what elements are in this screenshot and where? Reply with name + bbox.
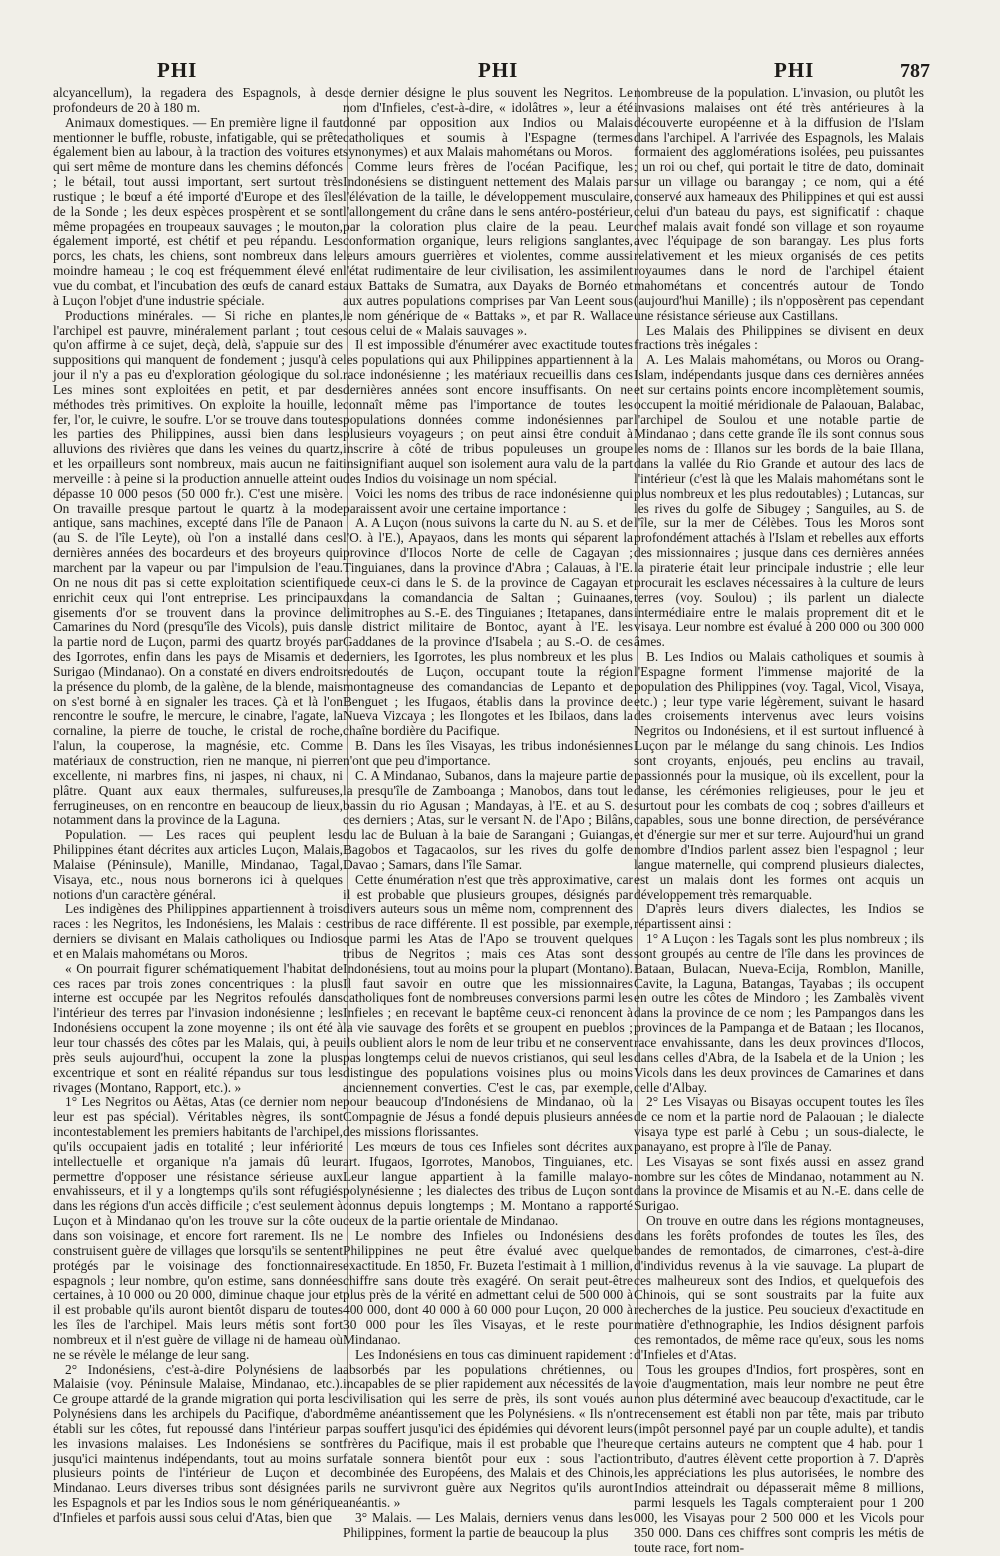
paragraph: On trouve en outre dans les régions montagneuses, dans les forêts profondes de toutes les îles, des bandes de remontados, de cimarrones, c'est-à-dire d'individus revenus à la vie sauvage. La plupart de ces malheureux sont des Indios, et quelquefois des Chinois, qui se sont soustraits par la fuite aux recherches de la justice. Peu soucieux d'exactitude en matière d'ethnographie, les Indios désignent parfois ces remontados, de même race qu'eux, sous les noms d'Infieles et d'Atas.: [634, 1213, 924, 1362]
paragraph: A. A Luçon (nous suivons la carte du N. au S. et de l'O. à l'E.), Apayaos, dans les monts qui séparent la province d'Ilocos Norte de celle de Cagayan ; Tinguianes, dans la province d'Abra ; Calauas, à l'E. de ceux-ci dans le S. de la province de Cagayan et dans la comandancia de Saltan ; Guinaanes, limitrophes au S.-E. des Tinguianes ; Itetapanes, dans le district militaire de Bontoc, ayant à l'E. les Gaddanes de la province d'Isabela ; au S.-O. de ces derniers, les Igorrotes, les plus nombreux et les plus redoutés de Luçon, occupant toute la région montagneuse des comandancias de Lepanto et de Benguet ; les Ifugaos, établis dans la province de Nueva Vizcaya ; les Ilongotes et les Ibilaos, dans la chaîne bordière du Pacifique.: [343, 515, 633, 739]
paragraph: Le nombre des Infieles ou Indonésiens des Philippines ne peut être évalué avec quelque exactitude. En 1850, Fr. Buzeta l'estimait à 1 million, chiffre sans doute très exagéré. On serait peut-être plus près de la vérité en admettant celui de 500 000 à 400 000, dont 40 000 à 60 000 pour Luçon, 20 000 à 30 000 pour les îles Visayas, et le reste pour Mindanao.: [343, 1227, 633, 1347]
paragraph: Les indigènes des Philippines appartiennent à trois races : les Negritos, les Indonésiens, les Malais : ces derniers se divisant en Malais catholiques ou Indios et en Malais mahométans ou Moros.: [53, 901, 343, 961]
paragraph: Les Malais des Philippines se divisent en deux fractions très inégales :: [634, 322, 924, 353]
header-right-word: PHI: [774, 58, 815, 82]
paragraph: 2° Indonésiens, c'est-à-dire Polynésiens de la Malaisie (voy. Péninsule Malaise, Mindanao, etc.). Ce groupe attardé de la grande migration qui porta les Polynésiens dans les archipels du Pacifique, d'abord établi sur les côtes, fut repoussé dans l'intérieur par les invasions malaises. Les Indonésiens se sont jusqu'ici maintenus indépendants, tout au moins sur plusieurs points de l'intérieur de Luçon et de Mindanao. Leurs diverses tribus sont désignées par les Espagnols et par les Indios sous le nom générique d'Infieles et parfois aussi sous celui d'Atas, bien que: [53, 1361, 343, 1525]
paragraph: « On pourrait figurer schématiquement l'habitat de ces races par trois zones concentriques : la plus interne est occupée par les Negritos refoulés dans l'intérieur des terres par l'invasion indonésienne ; les Indonésiens occupent la zone moyenne ; ils ont été à leur tour chassés des côtes par les Malais, qui, à peu près seuls aujourd'hui, occupent la zone la plus excentrique et sont en réalité répandus sur tous les rivages (Montano, Rapport, etc.). »: [53, 960, 343, 1095]
running-header: [0, 58, 1000, 88]
paragraph: 1° Les Negritos ou Aëtas, Atas (ce dernier nom ne leur est pas spécial). Véritables nègres, ils sont incontestablement les premiers habitants de l'archipel, qu'ils occupaient jadis en totalité ; leur infériorité intellectuelle et organique n'a jamais dû leur permettre d'opposer une résistance sérieuse aux envahisseurs, et il y a longtemps qu'ils sont réfugiés dans les régions d'un accès difficile ; c'est seulement à Luçon et à Mindanao qu'on les trouve sur la côte ou dans son voisinage, et encore fort rarement. Ils ne construisent guère de villages que lorsqu'ils se sentent protégés par le voisinage des fonctionnaires espagnols ; leur nombre, qu'on estime, sans données certaines, à 10 000 ou 20 000, diminue chaque jour et il est probable qu'ils auront bientôt disparu de toutes les îles de l'archipel. Mais leurs métis sont fort nombreux et il n'est guère de village ni de hameau où ne se révèle le mélange de leur sang.: [53, 1094, 343, 1362]
paragraph: Les Visayas se sont fixés aussi en assez grand nombre sur les côtes de Mindanao, notamment au N. dans la province de Misamis et au N.-E. dans celle de Surigao.: [634, 1153, 924, 1214]
header-left-word: PHI: [157, 58, 198, 82]
text-column-3: [634, 85, 924, 1555]
paragraph: D'après leurs divers dialectes, les Indios se répartissent ainsi :: [634, 901, 924, 932]
paragraph: 1° A Luçon : les Tagals sont les plus nombreux ; ils sont groupés au centre de l'île dans les provinces de Bataan, Bulacan, Nueva-Ecija, Romblon, Manille, Cavite, la Laguna, Batangas, Tayabas ; ils occupent en outre les côtes de Mindoro ; les Zambalès vivent dans la province de ce nom ; les Pampangos dans les provinces de la Pampanga et de Bataan ; les Ilocanos, race envahissante, dans les deux provinces d'Ilocos, dans celles d'Abra, de la Isabela et de la Union ; les Vicols dans les deux provinces de Camarines et dans celle d'Albay.: [634, 931, 924, 1095]
text-column-2: [343, 85, 633, 1540]
paragraph: B. Les Indios ou Malais catholiques et soumis à l'Espagne forment l'immense majorité de la population des Philippines (voy. Tagal, Vicol, Visaya, etc.) ; leur type varie légèrement, suivant le hasard des croisements intervenus avec leurs voisins Negritos ou Indonésiens, et il est surtout influencé à Luçon par le mélange du sang chinois. Les Indios sont croyants, enjoués, peu enclins au travail, passionnés pour la musique, où ils excellent, pour la danse, les cérémonies religieuses, pour le jeu et surtout pour les combats de coq ; sobres d'ailleurs et capables, sous une bonne direction, de persévérance et d'énergie sur mer et sur terre. Aujourd'hui un grand nombre d'Indios parlent assez bien l'espagnol ; leur langue maternelle, qui comprend plusieurs dialectes, est un malais dont les formes ont acquis un développement très remarquable.: [634, 649, 924, 902]
paragraph: Animaux domestiques. — En première ligne il faut mentionner le buffle, robuste, infatigable, qui se prête également bien au labour, à la traction des voitures et qui sert même de monture dans les chemins défoncés ; le bétail, tout aussi important, sert surtout très rustique ; le bœuf a été importé d'Europe et des îles de la Sonde ; les deux espèces prospèrent et se sont même propagées en troupeaux sauvages ; le mouton, également importé, est chétif et peu répandu. Les porcs, les chats, les chiens, sont nombreux dans le moindre hameau ; le coq est fréquemment élevé en vue du combat, et l'incubation des œufs de canard est à Luçon l'objet d'une industrie spéciale.: [53, 114, 343, 308]
paragraph: Voici les noms des tribus de race indonésienne qui paraissent avoir une certaine importance :: [343, 485, 633, 516]
paragraph: ce dernier désigne le plus souvent les Negritos. Le nom d'Infieles, c'est-à-dire, « idolâtres », leur a été donné par opposition aux Indios ou Malais catholiques et soumis à l'Espagne (termes synonymes) et aux Malais mahométans ou Moros.: [343, 85, 633, 160]
paragraph: Tous les groupes d'Indios, fort prospères, sont en voie d'augmentation, mais leur nombre ne peut être non plus déterminé avec beaucoup d'exactitude, car le recensement est établi non par tête, mais par tributo (impôt personnel payé par un couple adulte), et tandis que certains auteurs ne comptent que 4 hab. pour 1 tributo, d'autres élèvent cette proportion à 7. D'après les appréciations les plus autorisées, le nombre des Indios atteindrait ou dépasserait même 8 millions, parmi lesquels les Tagals compteraient pour 1 200 000, les Visayas pour 2 500 000 et les Vicols pour 350 000. Dans ces chiffres sont compris les métis de toute race, fort nom-: [634, 1361, 924, 1555]
paragraph: 2° Les Visayas ou Bisayas occupent toutes les îles de ce nom et la partie nord de Palaouan ; le dialecte visaya type est parlé à Cebu ; un sous-dialecte, le panayano, est propre à l'île de Panay.: [634, 1094, 924, 1154]
text-column-1: [53, 85, 343, 1525]
page-number: 787: [900, 60, 930, 82]
paragraph: C. A Mindanao, Subanos, dans la majeure partie de la presqu'île de Zamboanga ; Manobos, dans tout le bassin du rio Agusan ; Mandayas, à l'E. et au S. de ces derniers ; Atas, sur le versant N. de l'Apo ; Bilâns, du lac de Buluan à la baie de Sarangani ; Guiangas, Bagobos et Tagacaolos, sur les rives du golfe de Davao ; Samars, dans l'île Samar.: [343, 767, 633, 872]
header-center-word: PHI: [478, 58, 519, 82]
paragraph: Comme leurs frères de l'océan Pacifique, les Indonésiens se distinguent nettement des Malais par l'élévation de la taille, le développement musculaire, l'allongement du crâne dans le sens antéro-postérieur, par la coloration plus claire de la peau. Leur conformation organique, leurs religions sanglantes, leurs amours guerrières et violentes, comme aussi l'état rudimentaire de leur civilisation, les assimilent aux Battaks de Sumatra, aux Dayaks de Bornéo et aux autres populations comprises par Van Leent sous le nom générique de « Battaks », et par R. Wallace sous celui de « Malais sauvages ».: [343, 159, 633, 338]
paragraph: 3° Malais. — Les Malais, derniers venus dans les Philippines, forment la partie de beaucoup la plus: [343, 1510, 633, 1540]
paragraph: A. Les Malais mahométans, ou Moros ou Orang-Islam, indépendants jusque dans ces dernières années et sur certains points encore incomplètement soumis, occupent la moitié méridionale de Palaouan, Balabac, l'archipel de Soulou et une notable partie de Mindanao ; dans cette grande île ils sont connus sous les noms de : Illanos sur les bords de la baie Illana, dans la vallée du Rio Grande et autour des lacs de l'intérieur (c'est là que les Malais mahométans sont le plus nombreux et les plus redoutables) ; Lutancas, sur les rives du golfe de Sibugey ; Sanguiles, au S. de l'île, sur la mer de Célèbes. Tous les Moros sont profondément attachés à l'Islam et rebelles aux efforts des missionnaires ; jusque dans ces dernières années la piraterie était leur principale industrie ; elle leur procurait les esclaves nécessaires à la culture de leurs terres (voy. Soulou) ; ils parlent un dialecte intermédiaire entre le malais proprement dit et le visaya. Leur nombre est évalué à 200 000 ou 300 000 âmes.: [634, 352, 924, 650]
paragraph: Il est impossible d'énumérer avec exactitude toutes les populations qui aux Philippines appartiennent à la race indonésienne ; les matériaux recueillis dans ces dernières années sont encore insuffisants. On ne connaît même pas l'importance de toutes les populations données comme indonésiennes par plusieurs voyageurs ; on peut ainsi être conduit à inscrire à côté de tribus populeuses un groupe insignifiant auquel son isolement aura valu de la part des Indios du voisinage un nom spécial.: [343, 337, 633, 486]
paragraph: Les mœurs de tous ces Infieles sont décrites aux art. Ifugaos, Igorrotes, Manobos, Tinguianes, etc. Leur langue appartient à la famille malayo-polynésienne ; les dialectes des tribus de Luçon sont connus depuis longtemps ; M. Montano a rapporté ceux de la partie orientale de Mindanao.: [343, 1138, 633, 1229]
paragraph: Cette énumération n'est que très approximative, car il est probable que plusieurs groupes, désignés par divers auteurs sous un même nom, comprennent des tribus de race différente. Il est possible, par exemple, que parmi les Atas de l'Apo se trouvent quelques tribus de Negritos ; mais ces Atas sont des Indonésiens, tout au moins pour la plupart (Montano). Il faut savoir en outre que les missionnaires catholiques font de nombreuses conversions parmi les Infieles ; en recevant le baptême ceux-ci renoncent à la vie sauvage des forêts et se groupent en pueblos ; ils oublient alors le nom de leur tribu et ne conservent pas longtemps celui de nuevos cristianos, qui seul les distingue des populations voisines plus ou moins anciennement converties. C'est le cas, par exemple, pour beaucoup d'Indonésiens de Mindanao, où la Compagnie de Jésus a fondé depuis plusieurs années des missions florissantes.: [343, 871, 633, 1140]
paragraph: nombreuse de la population. L'invasion, ou plutôt les invasions malaises ont été très antérieures à la découverte européenne et à la diffusion de l'Islam dans l'archipel. A l'arrivée des Espagnols, les Malais formaient des agglomérations isolées, peu puissantes ; un roi ou chef, qui portait le titre de dato, dominait sur un village ou barangay ; ce nom, qui a été conservé aux hameaux des Philippines et qui est aussi celui d'un bateau du pays, est significatif : chaque chef malais avait fondé son village et son royaume avec l'équipage de son barangay. Les plus forts relativement et les mieux organisés de ces petits royaumes dans le nord de l'archipel étaient mahométans et concentrés autour de Tondo (aujourd'hui Manille) ; ils n'opposèrent pas cependant une résistance sérieuse aux Castillans.: [634, 85, 924, 323]
paragraph: Productions minérales. — Si riche en plantes, l'archipel est pauvre, minéralement parlant ; tout ce qu'on affirme à ce sujet, deçà, delà, s'appuie sur des suppositions qui manquent de fondement ; jusqu'à ce jour il n'y a pas eu d'exploration géologique du sol. Les mines sont exploitées en petit, et par des méthodes très primitives. On exploite la houille, le fer, l'or, le cuivre, le soufre. L'or se trouve dans toutes les parties des Philippines, aussi bien dans les alluvions des rivières que dans les veines du quartz, et les orpailleurs sont nombreux, mais aucun ne fait merveille : à peine si la production annuelle atteint ou dépasse 10 000 pesos (50 000 fr.). C'est une misère. On travaille presque partout le quartz à la mode antique, sans machines, excepté dans l'île de Panaon (au S. de l'île Leyte), où l'on a installé dans ces dernières années des bocardeurs et des broyeurs qui marchent par la vapeur ou par l'impulsion de l'eau. On ne nous dit pas si cette exploitation scientifique enrichit ceux qui l'ont entreprise. Les principaux gisements d'or se trouvent dans la province de Camarines du Nord (presqu'île des Vicols), puis dans la partie nord de Luçon, parmi des quartz broyés par des Igorrotes, enfin dans les pays de Misamis et de Surigao (Mindanao). On a constaté en divers endroits la présence du plomb, de la galène, de la blende, mais on s'est borné à en signaler les traces. Çà et là l'on rencontre le soufre, le mercure, le cinabre, l'agate, la cornaline, la pierre de touche, le cristal de roche, l'alun, la couperose, la magnésie, etc. Comme matériaux de construction, rien ne manque, ni pierre excellente, ni marbres fins, ni jaspes, ni chaux, ni plâtre. Quant aux eaux thermales, sulfureuses, ferrugineuses, on en rencontre en beaucoup de lieux, notamment dans la province de la Laguna.: [53, 307, 343, 828]
paragraph: Population. — Les races qui peuplent les Philippines étant décrites aux articles Luçon, Malais, Malaise (Péninsule), Manille, Mindanao, Tagal, Visaya, etc., nous nous bornerons ici à quelques notions d'un caractère général.: [53, 827, 343, 902]
paragraph: Les Indonésiens en tous cas diminuent rapidement : absorbés par les populations chrétiennes, ou incapables de se plier rapidement aux nécessités de la civilisation qui les serre de près, ils sont voués au même anéantissement que les Polynésiens. « Ils n'ont pas souffert jusqu'ici des épidémies qui dévorent leurs frères du Pacifique, mais il est probable que l'heure fatale sonnera bientôt pour eux : sous l'action combinée des Européens, des Malais et des Chinois, ils ne survivront guère aux Negritos qu'ils auront anéantis. »: [343, 1346, 633, 1511]
paragraph: alcyancellum), la regadera des Espagnols, à des profondeurs de 20 à 180 m.: [53, 85, 343, 115]
paragraph: B. Dans les îles Visayas, les tribus indonésiennes n'ont que peu d'importance.: [343, 738, 633, 768]
